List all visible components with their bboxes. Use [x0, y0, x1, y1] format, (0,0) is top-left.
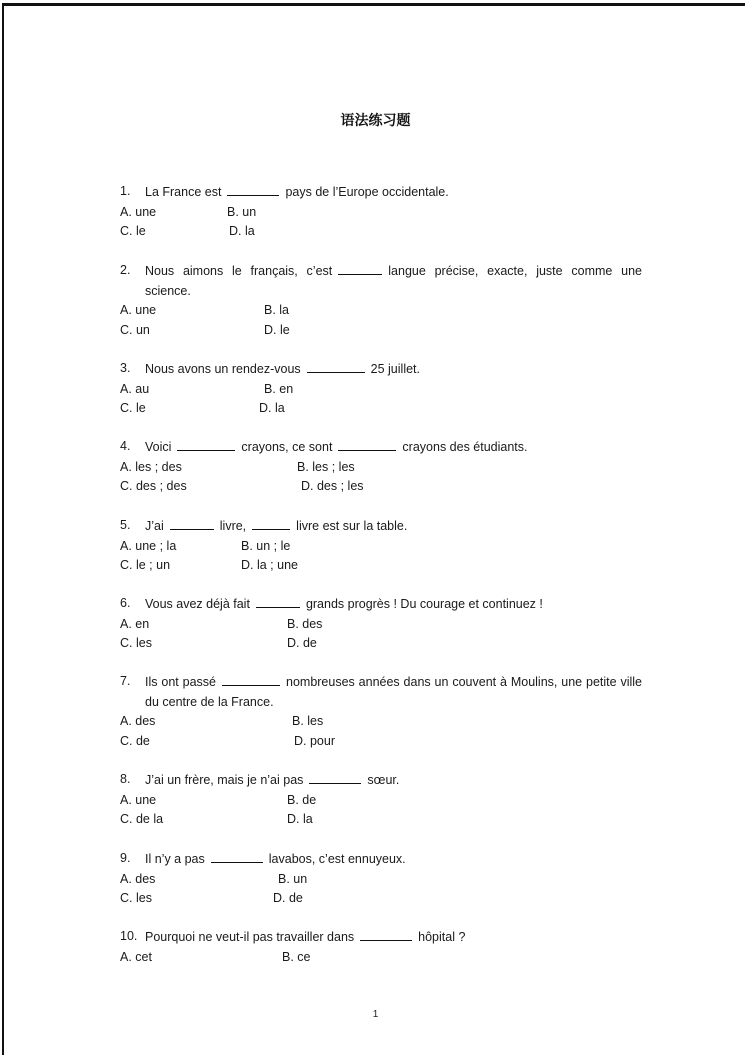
option-d: D. la — [229, 224, 255, 238]
question-6 — [118, 594, 642, 654]
answer-blank — [360, 927, 412, 941]
answer-blank — [256, 594, 300, 608]
answer-blank — [177, 437, 235, 451]
stem-text-middle: pays de l’Europe occidentale. — [285, 185, 449, 199]
stem-text-before: Il n’y a pas — [145, 852, 205, 866]
stem-text-before: Vous avez déjà fait — [145, 597, 250, 611]
options-row — [118, 222, 642, 242]
options-row — [118, 458, 642, 478]
answer-blank — [211, 849, 263, 863]
stem-text-before: J’ai un frère, mais je n’ai pas — [145, 773, 304, 787]
option-b: B. des — [287, 616, 323, 631]
question-number: 3. — [120, 361, 131, 375]
question-number: 10. — [120, 929, 138, 943]
stem-text-after: crayons des étudiants. — [402, 440, 528, 454]
option-c: C. le — [120, 224, 146, 238]
options-row — [118, 889, 642, 909]
option-a: A. des — [120, 871, 156, 886]
options-row — [118, 615, 642, 635]
options-row — [118, 477, 642, 497]
question-stem — [118, 261, 642, 301]
option-d: D. de — [273, 891, 303, 905]
question-5 — [118, 516, 642, 576]
option-d: D. la — [287, 812, 313, 826]
page-number: 1 — [372, 1009, 379, 1020]
question-1 — [118, 182, 642, 242]
option-a: A. une — [120, 303, 157, 317]
question-9 — [118, 849, 642, 909]
stem-text-after: livre est sur la table. — [296, 519, 408, 533]
document-page — [2, 3, 745, 1055]
stem-text-middle: crayons, ce sont — [241, 440, 333, 454]
option-b: B. la — [264, 303, 290, 317]
option-a: A. cet — [120, 949, 152, 964]
stem-text-middle: langue précise, exacte, juste comme une science. — [145, 264, 642, 298]
answer-blank — [227, 182, 279, 196]
option-d: D. de — [287, 636, 317, 650]
options-row — [118, 712, 642, 732]
stem-text-before: Voici — [145, 440, 172, 454]
answer-blank — [309, 770, 361, 784]
question-number: 2. — [120, 263, 131, 277]
option-d: D. la ; une — [241, 558, 298, 572]
question-number: 4. — [120, 439, 131, 453]
option-a: A. des — [120, 714, 156, 728]
stem-text-middle: sœur. — [367, 773, 400, 787]
option-b: B. de — [287, 792, 317, 807]
option-b: B. en — [264, 381, 294, 396]
option-a: A. les ; des — [120, 459, 182, 474]
option-a: A. en — [120, 616, 150, 631]
question-stem — [118, 672, 642, 712]
answer-blank — [338, 437, 396, 451]
option-c: C. les — [120, 636, 152, 650]
option-a: A. une — [120, 204, 157, 219]
option-c: C. de la — [120, 812, 164, 826]
options-row — [118, 810, 642, 830]
stem-text-before: Ils ont passé — [145, 675, 216, 689]
option-c: C. des ; des — [120, 479, 187, 493]
stem-text-before: Nous aimons le français, c’est — [145, 264, 333, 278]
answer-blank — [338, 261, 382, 275]
question-stem — [118, 770, 642, 791]
question-stem — [118, 359, 642, 380]
question-number: 1. — [120, 184, 131, 198]
option-d: D. la — [259, 401, 285, 415]
option-d: D. le — [264, 322, 290, 337]
option-b: B. un ; le — [241, 538, 291, 553]
option-b: B. les ; les — [297, 459, 355, 474]
question-stem — [118, 594, 642, 615]
question-number: 6. — [120, 596, 131, 610]
options-row — [118, 537, 642, 557]
options-row — [118, 732, 642, 752]
option-b: B. un — [227, 204, 257, 219]
question-number: 9. — [120, 851, 131, 865]
question-2 — [118, 261, 642, 340]
stem-text-middle: grands progrès ! Du courage et continuez ! — [305, 597, 543, 611]
stem-text-before: Nous avons un rendez-vous — [145, 362, 301, 376]
question-stem — [118, 516, 642, 537]
option-b: B. les — [292, 714, 324, 728]
question-3 — [118, 359, 642, 419]
option-d: D. pour — [294, 733, 335, 748]
stem-text-middle: lavabos, c’est ennuyeux. — [268, 852, 406, 866]
options-row — [118, 948, 642, 968]
option-d: D. des ; les — [301, 479, 364, 493]
question-number: 8. — [120, 772, 131, 786]
option-b: B. un — [278, 871, 308, 886]
options-row — [118, 301, 642, 321]
option-c: C. le ; un — [120, 558, 171, 572]
answer-blank — [307, 359, 365, 373]
question-number: 5. — [120, 518, 131, 532]
question-4 — [118, 437, 642, 497]
option-a: A. une ; la — [120, 538, 177, 553]
options-row — [118, 791, 642, 811]
stem-text-middle: hôpital ? — [418, 930, 466, 944]
option-a: A. une — [120, 792, 157, 807]
question-stem — [118, 849, 642, 870]
answer-blank — [252, 516, 290, 530]
stem-text-before: La France est — [145, 185, 222, 199]
stem-text-middle: 25 juillet. — [370, 362, 420, 376]
option-c: C. le — [120, 401, 146, 415]
option-c: C. de — [120, 733, 150, 748]
document-title: 语法练习题 — [340, 113, 411, 129]
options-row — [118, 870, 642, 890]
options-row — [118, 634, 642, 654]
options-row — [118, 203, 642, 223]
options-row — [118, 556, 642, 576]
options-row — [118, 321, 642, 341]
question-number: 7. — [120, 674, 131, 688]
answer-blank — [222, 672, 280, 686]
question-stem — [118, 927, 642, 948]
options-row — [118, 380, 642, 400]
stem-text-before: Pourquoi ne veut-il pas travailler dans — [145, 930, 355, 944]
stem-text-before: J’ai — [145, 519, 164, 533]
option-c: C. les — [120, 891, 152, 905]
stem-text-middle: livre, — [219, 519, 247, 533]
stem-text-middle: nombreuses années dans un couvent à Moulins, une petite ville du centre de la France. — [145, 675, 642, 709]
option-a: A. au — [120, 381, 150, 396]
question-10 — [118, 927, 642, 967]
option-b: B. ce — [282, 949, 311, 964]
question-stem — [118, 437, 642, 458]
question-stem — [118, 182, 642, 203]
options-row — [118, 399, 642, 419]
question-7 — [118, 672, 642, 751]
question-8 — [118, 770, 642, 830]
option-c: C. un — [120, 322, 150, 337]
answer-blank — [170, 516, 214, 530]
